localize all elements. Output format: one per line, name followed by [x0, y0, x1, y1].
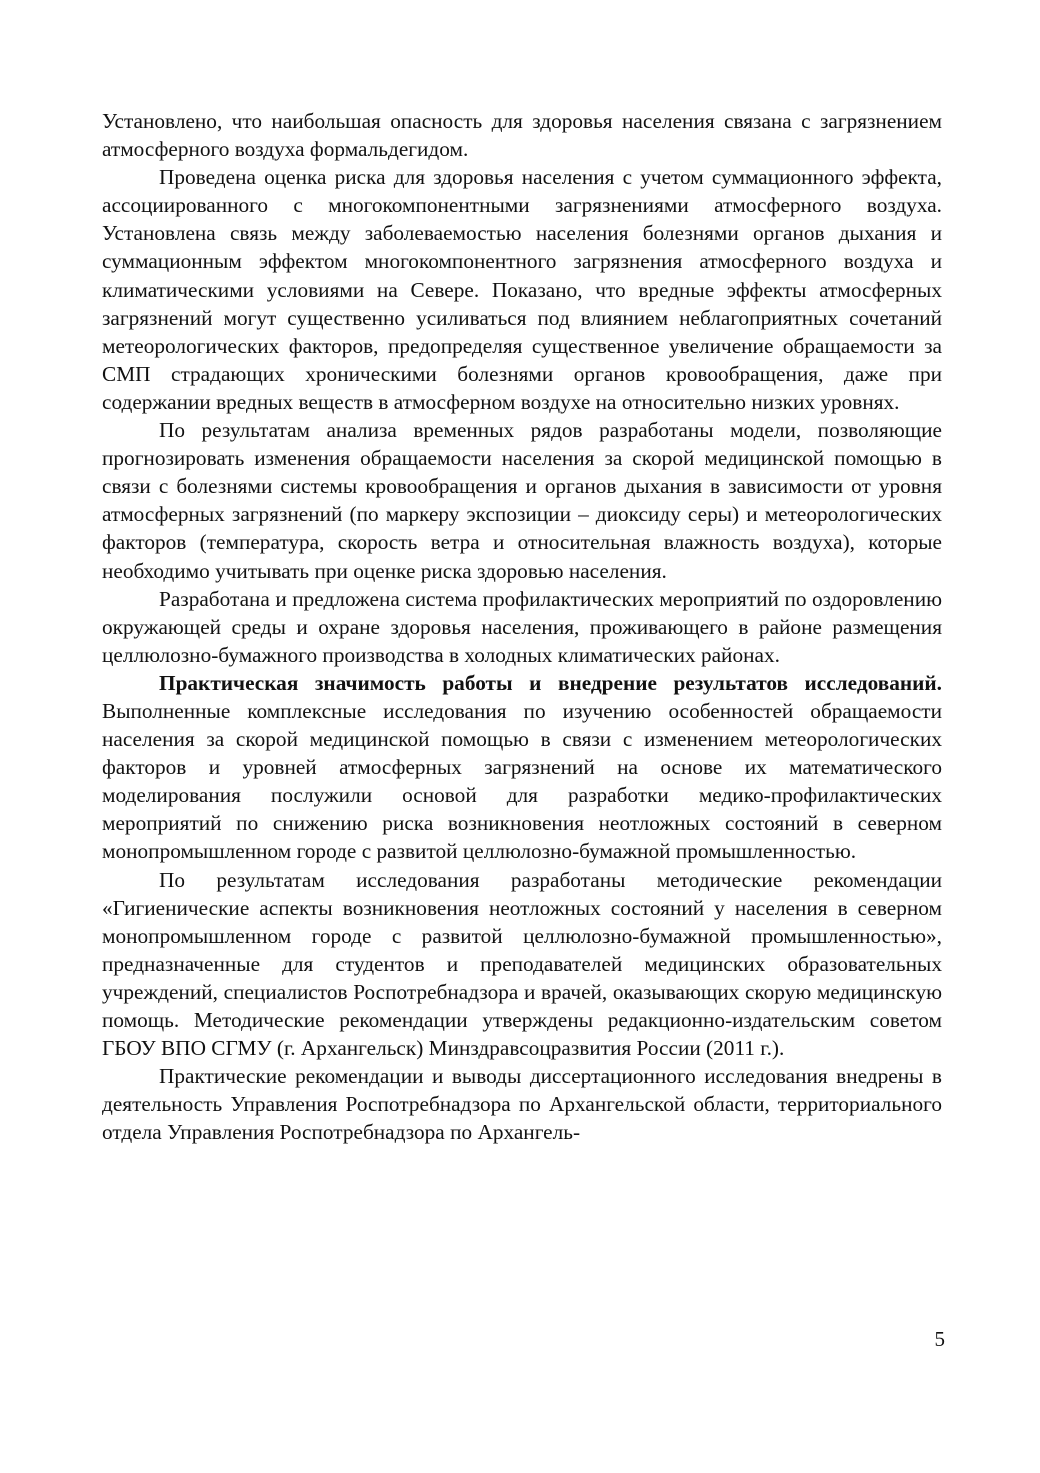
section-heading-practical-significance: Практическая значимость работы и внедрение результатов исследований.: [159, 670, 942, 695]
paragraph-1: Установлено, что наибольшая опасность для здоровья населения связана с загрязнением атмосферного воздуха формальдегидом.: [102, 109, 942, 162]
page-number: 5: [934, 1327, 945, 1351]
paragraph-5-body: Выполненные комплексные исследования по изучению особенностей обращаемости населения за скорой медицинской помощью в связи с изменением метеорологических факторов и уровней атмосферных загрязнений на основе их математического моделирования послужили основой для разработки медико-профилактических мероприятий по снижению риска возникновения неотложных состояний в северном монопромышленном городе с развитой целлюлозно-бумажной промышленностью.: [102, 698, 942, 864]
paragraph-7: Практические рекомендации и выводы диссертационного исследования внедрены в деятельность Управления Роспотребнадзора по Архангельской области, территориального отдела Управления Роспотребнадзора по Архангель-: [102, 1064, 942, 1145]
body-text: [102, 107, 942, 1146]
paragraph-2: Проведена оценка риска для здоровья населения с учетом суммационного эффекта, ассоциированного с многокомпонентными загрязнениями атмосферного воздуха. Установлена связь между заболеваемостью населения болезнями органов дыхания и суммационным эффектом многокомпонентного загрязнения атмосферного воздуха и климатическими условиями на Севере. Показано, что вредные эффекты атмосферных загрязнений могут существенно усиливаться под влиянием неблагоприятных сочетаний метеорологических факторов, предопределяя существенное увеличение обращаемости за СМП страдающих хроническими болезнями органов кровообращения, даже при содержании вредных веществ в атмосферном воздухе на относительно низких уровнях.: [102, 165, 942, 414]
paragraph-4: Разработана и предложена система профилактических мероприятий по оздоровлению окружающей среды и охране здоровья населения, проживающего в районе размещения целлюлозно-бумажного производства в холодных климатических районах.: [102, 586, 942, 667]
paragraph-5: [102, 669, 942, 866]
paragraph-3: По результатам анализа временных рядов разработаны модели, позволяющие прогнозировать изменения обращаемости населения за скорой медицинской помощью в связи с болезнями системы кровообращения и органов дыхания в зависимости от уровня атмосферных загрязнений (по маркеру экспозиции – диоксиду серы) и метеорологических факторов (температура, скорость ветра и относительная влажность воздуха), которые необходимо учитывать при оценке риска здоровью населения.: [102, 418, 942, 583]
paragraph-6: По результатам исследования разработаны методические рекомендации «Гигиенические аспекты возникновения неотложных состояний у населения в северном монопромышленном городе с развитой целлюлозно-бумажной промышленностью», предназначенные для студентов и преподавателей медицинских образовательных учреждений, специалистов Роспотребнадзора и врачей, оказывающих скорую медицинскую помощь. Методические рекомендации утверждены редакционно-издательским советом ГБОУ ВПО СГМУ (г. Архангельск) Минздравсоцразвития России (2011 г.).: [102, 867, 942, 1061]
